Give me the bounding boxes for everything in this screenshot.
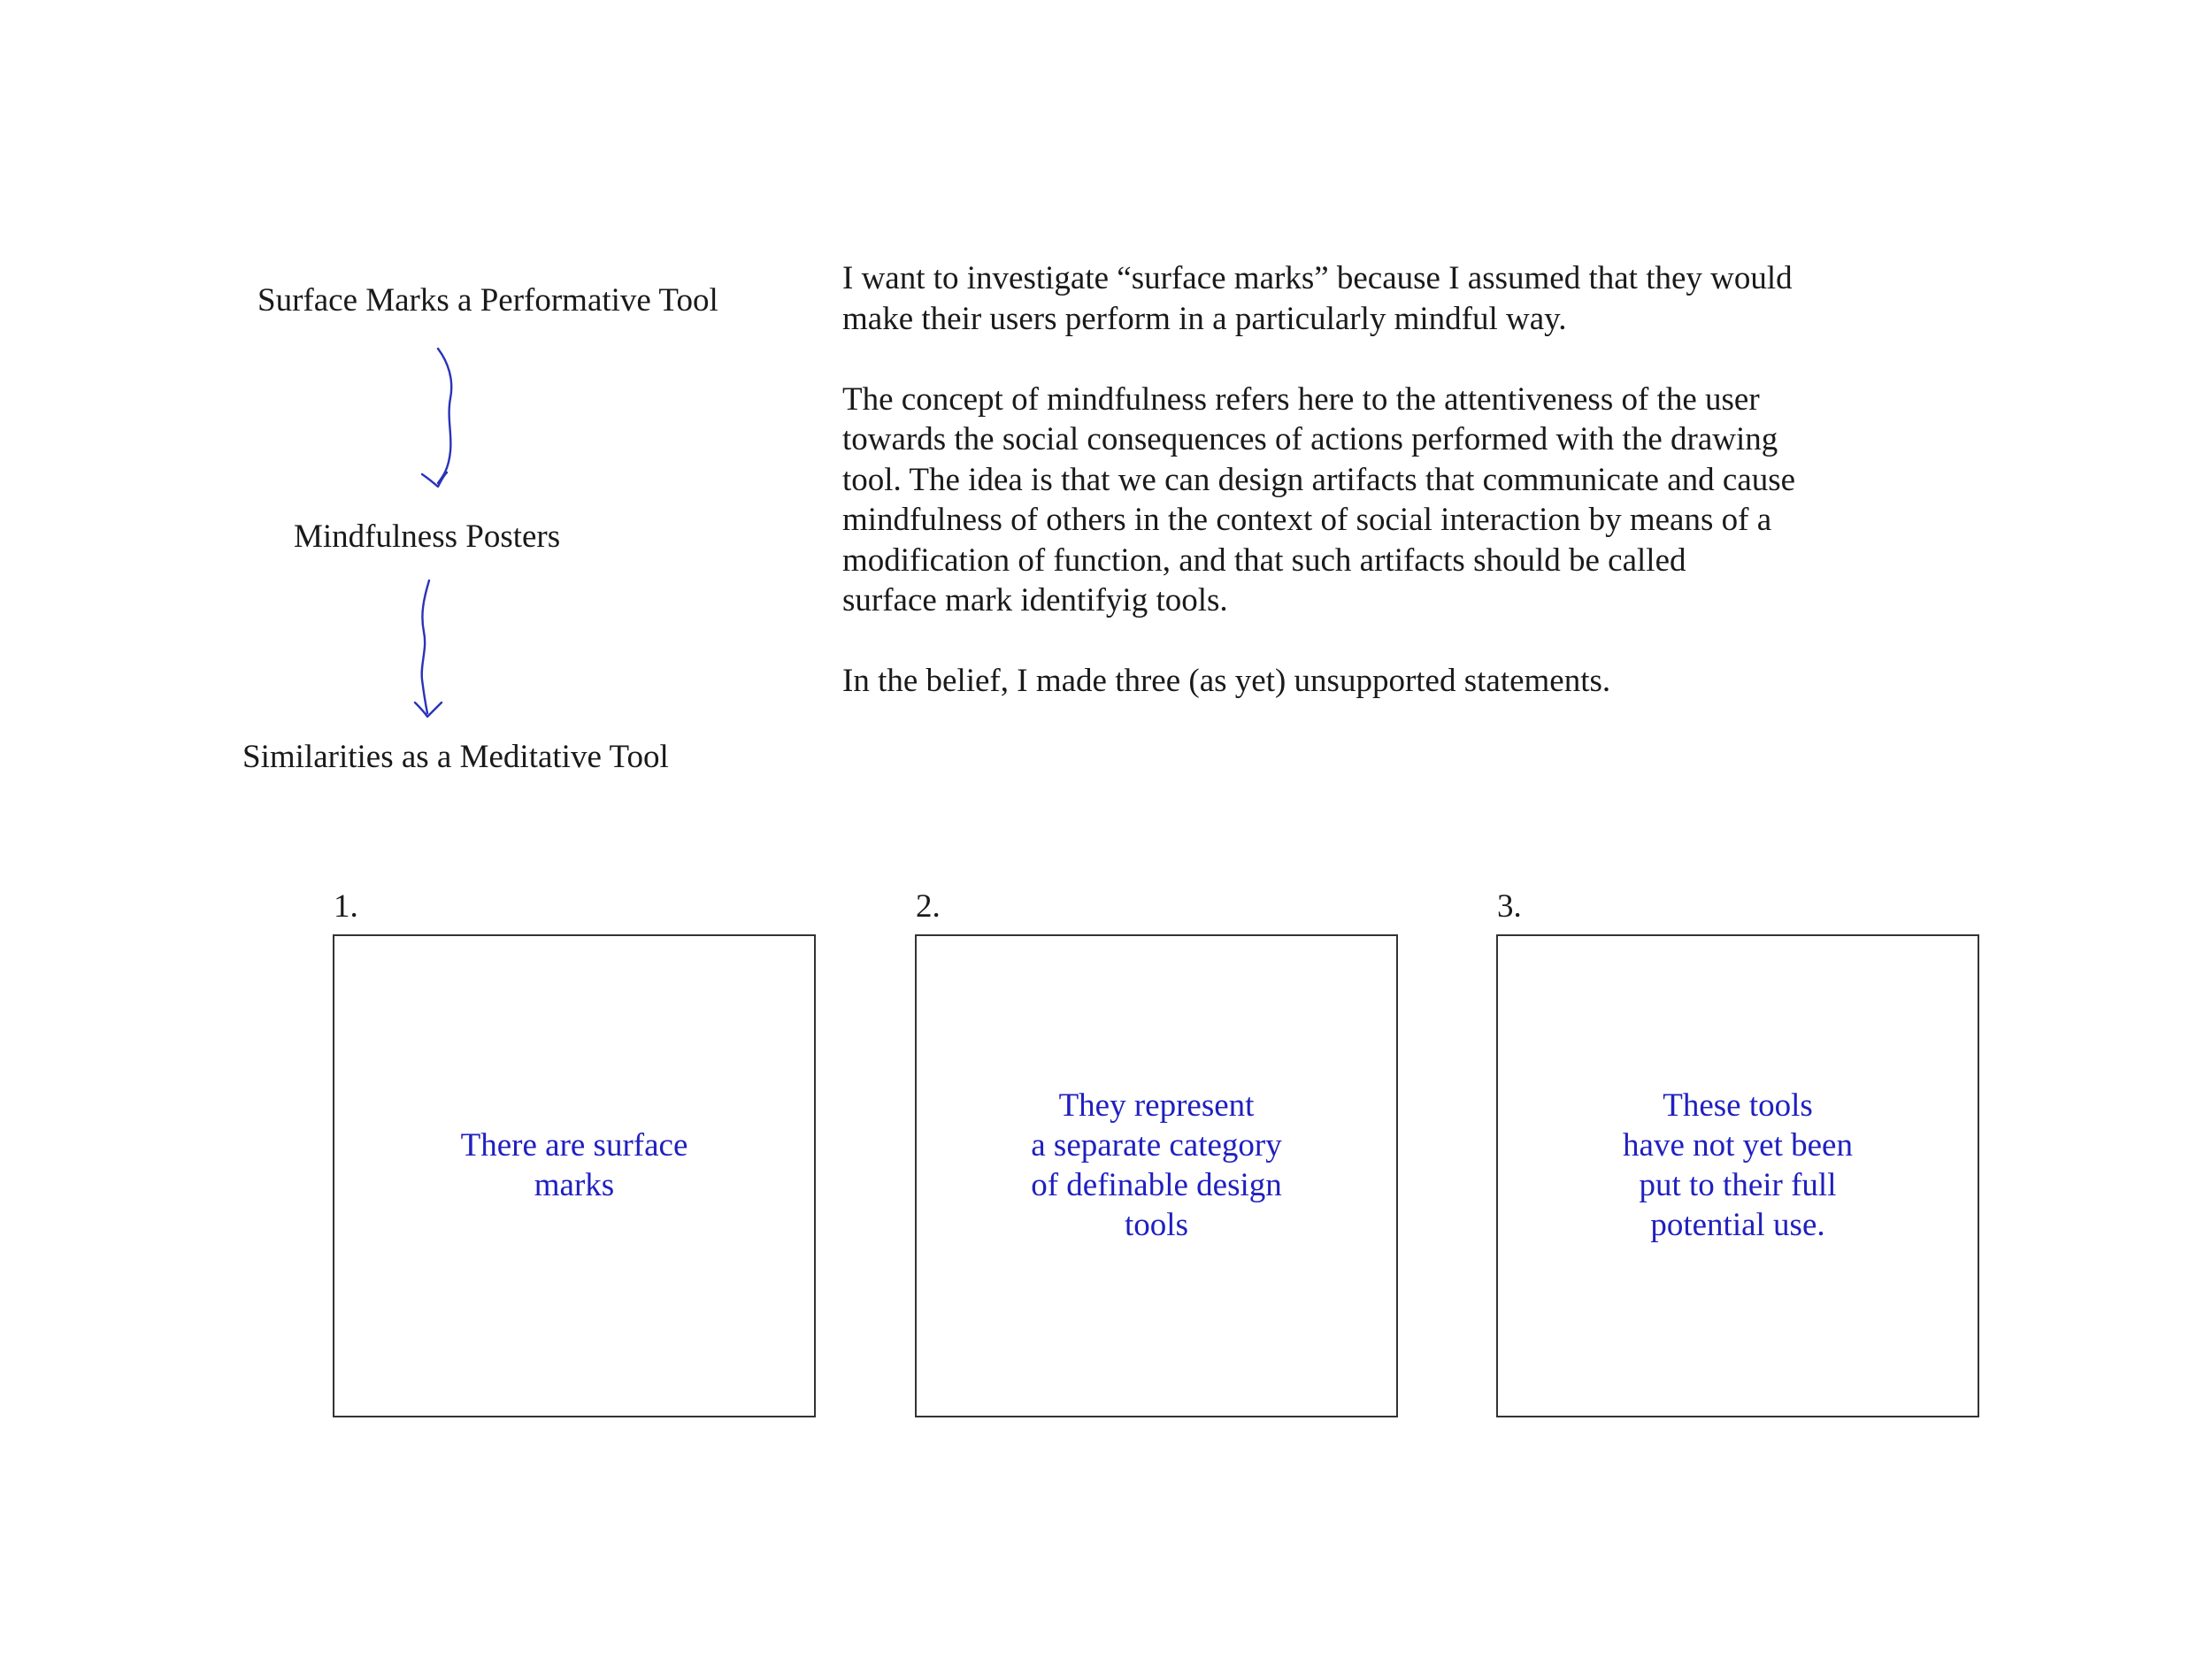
paragraph: In the belief, I made three (as yet) unsupported statements.	[842, 663, 1611, 699]
statement-box	[333, 934, 816, 1417]
statement-box	[915, 934, 1398, 1417]
flow-step-similarities: Similarities as a Meditative Tool	[242, 739, 669, 775]
flow-step-mindfulness-posters: Mindfulness Posters	[294, 518, 561, 555]
hand-drawn-down-arrow-icon	[403, 575, 473, 726]
statement-number: 2.	[916, 888, 941, 925]
paragraph: The concept of mindfulness refers here to the attentiveness of the user towards the social consequences of actions performed with the drawing tool. The idea is that we can design artifacts that communicate and cause mindfulness of others in the context of social interaction by means of a modification of function, and that such artifacts should be called surface mark identifyig tools.	[842, 380, 1796, 618]
hand-drawn-down-arrow-icon	[403, 345, 473, 495]
paragraph: I want to investigate “surface marks” because I assumed that they would make their users perform in a particularly mindful way.	[842, 260, 1793, 337]
statement-text: They represent a separate category of definable design tools	[1031, 1087, 1282, 1243]
statement-text: There are surface marks	[460, 1126, 688, 1203]
statement-box	[1496, 934, 1979, 1417]
statement-number: 1.	[334, 888, 358, 925]
flow-step-surface-marks: Surface Marks a Performative Tool	[257, 282, 718, 319]
intro-text	[842, 258, 1886, 702]
statement-number: 3.	[1497, 888, 1522, 925]
statement-text: These tools have not yet been put to their full potential use.	[1623, 1087, 1853, 1243]
